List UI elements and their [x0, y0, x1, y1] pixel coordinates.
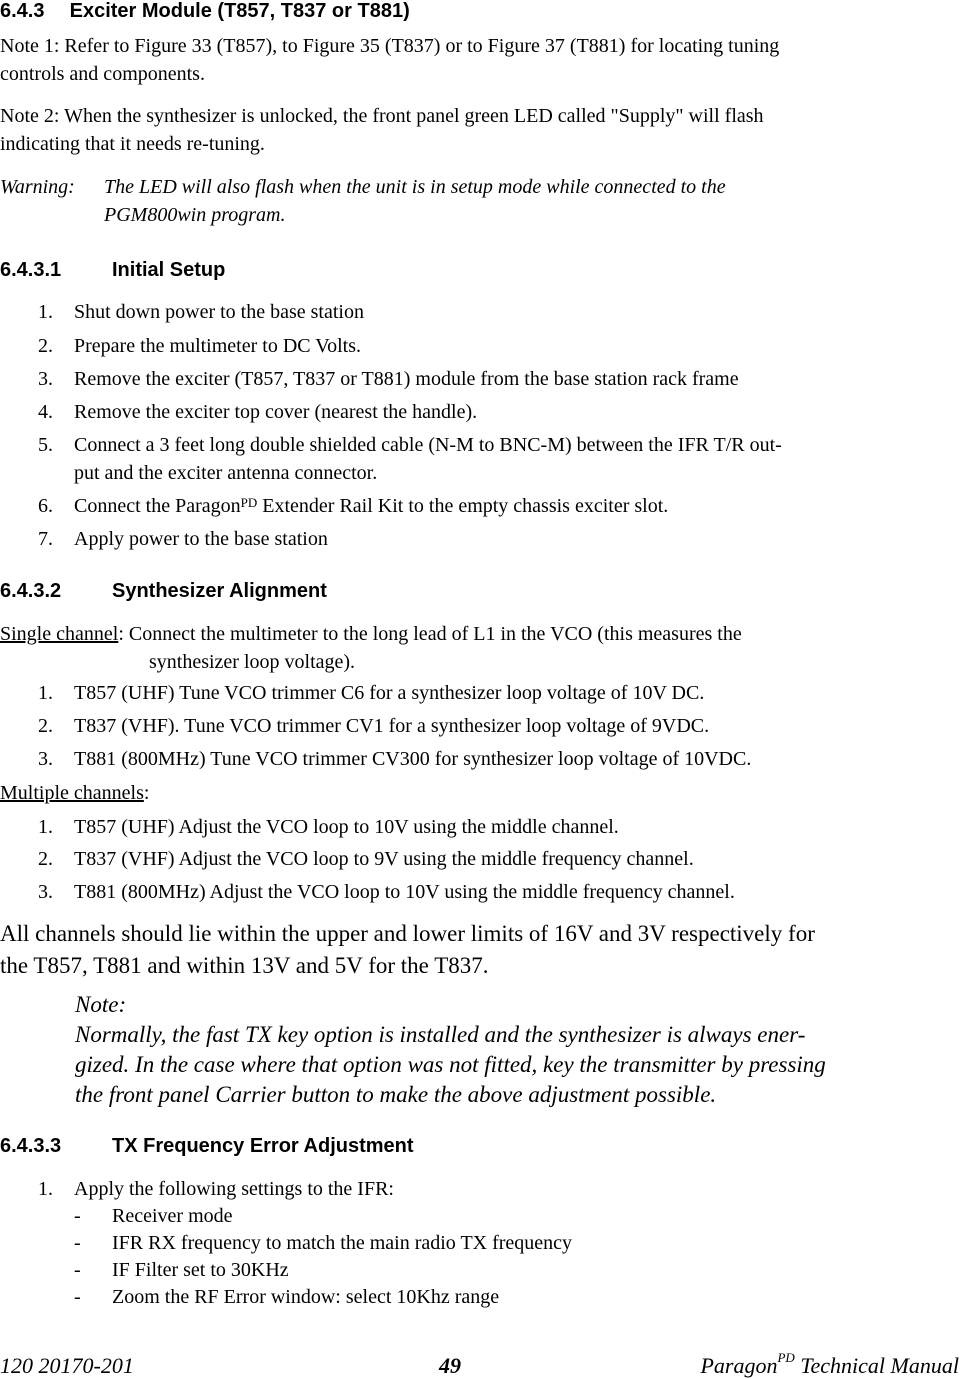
setup-step: 1. Shut down power to the base station: [38, 301, 364, 323]
tx-setting: - Receiver mode: [74, 1205, 233, 1227]
warning-label: Warning:: [0, 176, 75, 198]
subsection-heading-synth: 6.4.3.2 Synthesizer Alignment: [0, 580, 327, 602]
note-1: Note 1: Refer to Figure 33 (T857), to Figure 35 (T837) or to Figure 37 (T881) for locating tuning controls and components.: [0, 35, 780, 85]
single-step: 2. T837 (VHF). Tune VCO trimmer CV1 for a synthesizer loop voltage of 9VDC.: [38, 715, 710, 737]
setup-step: 6. Connect the Paragon$^{PD}$ Extender Rail Kit to the empty chassis exciter slot.: [38, 495, 669, 517]
section-title: Exciter Module (T857, T837 or T881): [69, 0, 410, 22]
single-step: 3. T881 (800MHz) Tune VCO trimmer CV300 for synthesizer loop voltage of 10VDC.: [38, 748, 752, 770]
tx-setting: - IFR RX frequency to match the main radio TX frequency: [74, 1232, 573, 1254]
note-2: Note 2: When the synthesizer is unlocked, the front panel green LED called "Supply" will flash indicating that it needs re-tuning.: [0, 105, 764, 155]
setup-step: 3. Remove the exciter (T857, T837 or T881) module from the base station rack frame: [38, 368, 739, 390]
note-label: Note:: [75, 992, 127, 1017]
multi-step: 3. T881 (800MHz) Adjust the VCO loop to 10V using the middle frequency channel.: [38, 881, 735, 903]
warning-text: The LED will also flash when the unit is in setup mode while connected to the PGM800win program.: [104, 176, 726, 226]
section-heading: [0, 0, 410, 23]
tx-setting: - IF Filter set to 30KHz: [74, 1259, 289, 1281]
setup-step: 2. Prepare the multimeter to DC Volts.: [38, 335, 362, 357]
multi-step: 2. T837 (VHF) Adjust the VCO loop to 9V using the middle frequency channel.: [38, 848, 694, 870]
single-channel-intro-cont: synthesizer loop voltage).: [149, 651, 356, 673]
footer-doc-number: 120 20170-201: [0, 1353, 134, 1378]
limits-paragraph: All channels should lie within the upper and lower limits of 16V and 3V respectively for the T857, T881 and within 13V and 5V for the T837.: [0, 921, 815, 978]
note-block: Note: Normally, the fast TX key option is installed and the synthesizer is always ener- gized. In the case where that option was not fitted, key the transmitter by pressing the front panel Carrier button to make the above adjustment possible.: [75, 992, 826, 1107]
footer-page-number: 49: [439, 1353, 461, 1378]
tx-step: 1. Apply the following settings to the IFR:: [38, 1178, 394, 1200]
tx-setting: - Zoom the RF Error window: select 10Khz range: [74, 1286, 500, 1308]
single-channel-intro: Single channel: Connect the multimeter to the long lead of L1 in the VCO (this measures the: [0, 623, 742, 645]
subsection-heading-tx: 6.4.3.3 TX Frequency Error Adjustment: [0, 1135, 414, 1157]
setup-step: 5. Connect a 3 feet long double shielded cable (N-M to BNC-M) between the IFR T/R out- put and the exciter antenna connector.: [38, 434, 782, 484]
setup-step: 7. Apply power to the base station: [38, 528, 328, 550]
single-step: 1. T857 (UHF) Tune VCO trimmer C6 for a synthesizer loop voltage of 10V DC.: [38, 682, 705, 704]
multiple-channels-label: Multiple channels:: [0, 782, 150, 804]
setup-step: 4. Remove the exciter top cover (nearest the handle).: [38, 401, 478, 423]
footer-manual-title: Paragon$^{PD}$ Technical Manual: [700, 1350, 959, 1378]
subsection-heading-initial-setup: 6.4.3.1 Initial Setup: [0, 259, 226, 281]
multi-step: 1. T857 (UHF) Adjust the VCO loop to 10V using the middle channel.: [38, 816, 619, 838]
section-number: 6.4.3: [0, 0, 45, 22]
